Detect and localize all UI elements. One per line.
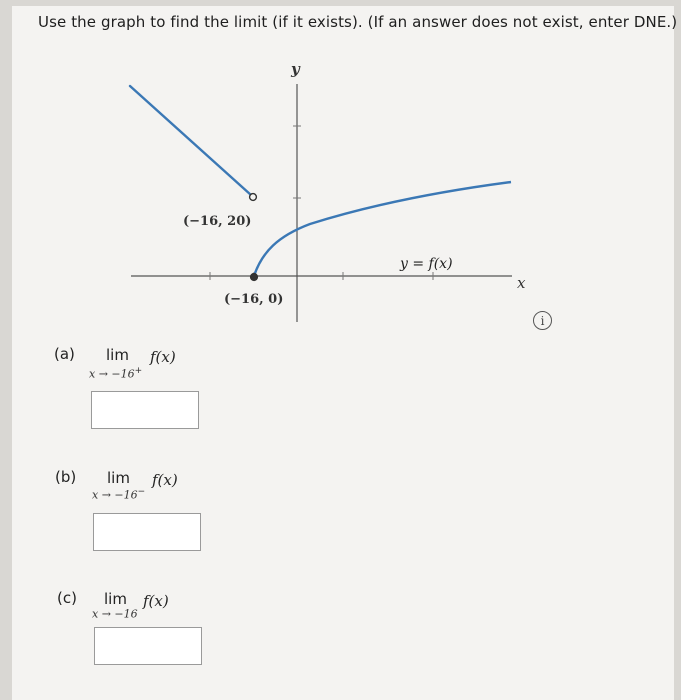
part-b-fx: f(x): [152, 471, 178, 489]
part-c-fx: f(x): [143, 592, 169, 610]
part-b-approach-text: x → −16: [92, 488, 138, 502]
function-label: y = f(x): [400, 256, 453, 272]
part-c-approach-text: x → −16: [92, 607, 138, 621]
part-c-label: (c): [57, 589, 77, 607]
left-branch-line: [130, 86, 251, 195]
closed-point: [250, 273, 257, 280]
part-b-approach: [92, 487, 145, 502]
answer-input-b[interactable]: [93, 513, 201, 551]
part-a-side: +: [134, 366, 143, 376]
right-branch-curve: [254, 182, 511, 276]
answer-input-a[interactable]: [91, 391, 199, 429]
open-point-label: (−16, 20): [183, 214, 252, 229]
closed-point-label: (−16, 0): [224, 292, 284, 307]
part-a-approach-text: x → −16: [89, 367, 135, 381]
part-c-lim: lim: [104, 590, 127, 608]
part-c-approach: [92, 606, 138, 621]
part-a-lim: lim: [106, 346, 129, 364]
part-b-label: (b): [55, 468, 77, 486]
y-axis-label: y: [291, 60, 300, 78]
info-icon[interactable]: i: [533, 311, 552, 330]
part-a-approach: [89, 366, 142, 381]
part-b-lim: lim: [107, 469, 130, 487]
part-a-fx: f(x): [150, 348, 176, 366]
question-text: Use the graph to find the limit (if it exists). (If an answer does not exist, enter DNE.): [38, 13, 678, 31]
part-b-side: −: [137, 487, 146, 497]
x-axis-label: x: [517, 274, 526, 292]
part-a-label: (a): [54, 345, 75, 363]
answer-input-c[interactable]: [94, 627, 202, 665]
open-point: [250, 194, 257, 201]
